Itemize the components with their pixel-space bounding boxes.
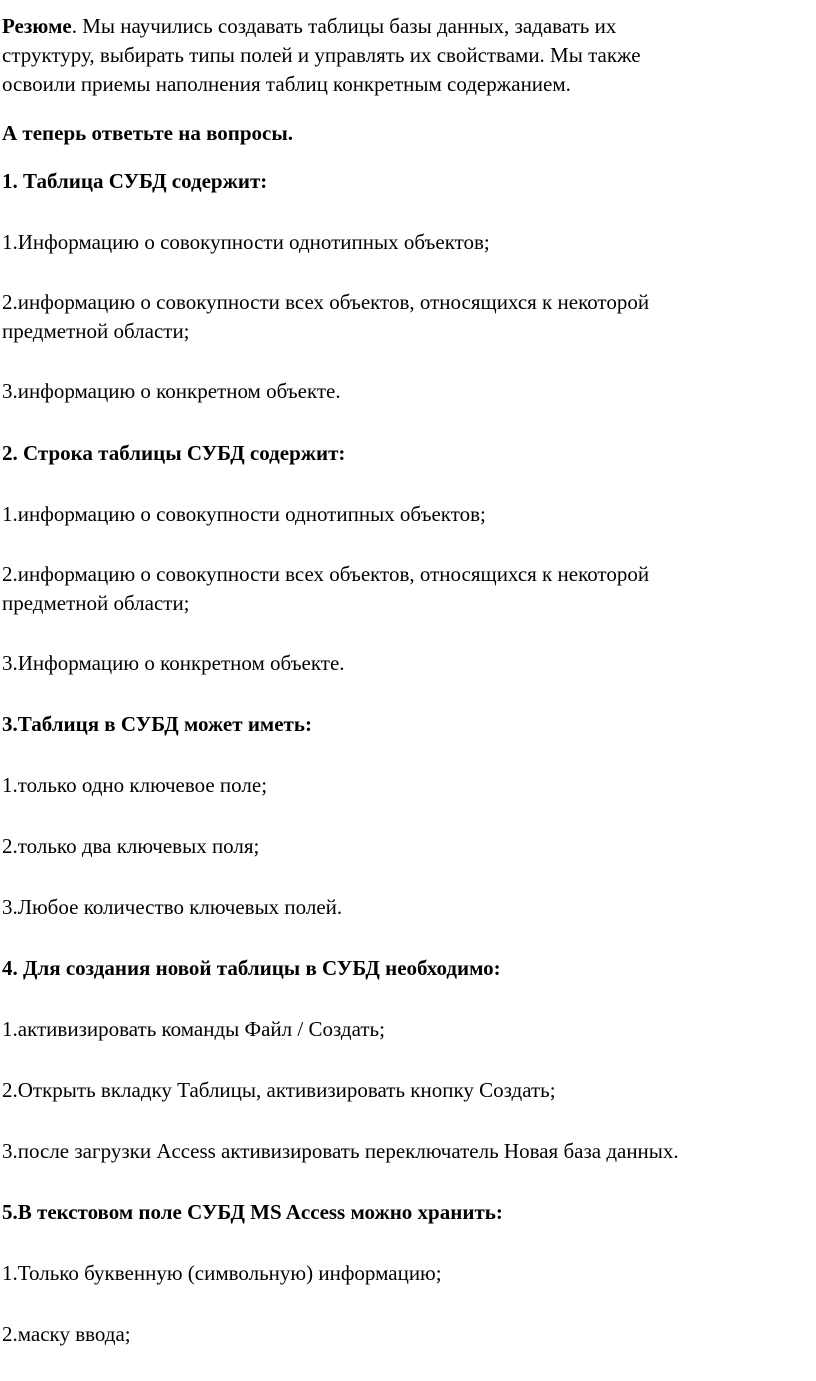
- answer-option-continued: предметной области;: [2, 319, 190, 343]
- question-title: 1. Таблица СУБД содержит:: [2, 169, 268, 193]
- answer-option-continued: предметной области;: [2, 591, 190, 615]
- summary-line-1: [2, 12, 616, 41]
- answer-option: 1.активизировать команды Файл / Создать;: [2, 1017, 385, 1041]
- summary-line-2: структуру, выбирать типы полей и управлять их свойствами. Мы также: [2, 43, 641, 67]
- answer-option: 2.маску ввода;: [2, 1322, 131, 1346]
- question-title: 5.В текстовом поле СУБД MS Access можно хранить:: [2, 1200, 503, 1224]
- questions-prompt: А теперь ответьте на вопросы.: [2, 121, 294, 145]
- answer-option: 1.информацию о совокупности однотипных объектов;: [2, 502, 486, 526]
- answer-option: 2.информацию о совокупности всех объектов, относящихся к некоторой: [2, 290, 650, 314]
- question-title: 2. Строка таблицы СУБД содержит:: [2, 441, 346, 465]
- answer-option: 3.Информацию о конкретном объекте.: [2, 651, 345, 675]
- answer-option: 1.Только буквенную (символьную) информацию;: [2, 1261, 442, 1285]
- summary-label: Резюме: [2, 14, 72, 38]
- answer-option: 2.информацию о совокупности всех объектов, относящихся к некоторой: [2, 562, 650, 586]
- question-title: 4. Для создания новой таблицы в СУБД необходимо:: [2, 956, 501, 980]
- summary-text: . Мы научились создавать таблицы базы данных, задавать их: [71, 14, 617, 38]
- summary-line-3: освоили приемы наполнения таблиц конкретным содержанием.: [2, 72, 571, 96]
- answer-option: 3.Любое количество ключевых полей.: [2, 895, 343, 919]
- question-title: 3.Таблиця в СУБД может иметь:: [2, 712, 312, 736]
- answer-option: 1.только одно ключевое поле;: [2, 773, 268, 797]
- answer-option: 2.Открыть вкладку Таблицы, активизировать кнопку Создать;: [2, 1078, 556, 1102]
- answer-option: 1.Информацию о совокупности однотипных объектов;: [2, 230, 490, 254]
- answer-option: 3.после загрузки Access активизировать переключатель Новая база данных.: [2, 1139, 679, 1163]
- answer-option: 2.только два ключевых поля;: [2, 834, 260, 858]
- answer-option: 3.информацию о конкретном объекте.: [2, 379, 341, 403]
